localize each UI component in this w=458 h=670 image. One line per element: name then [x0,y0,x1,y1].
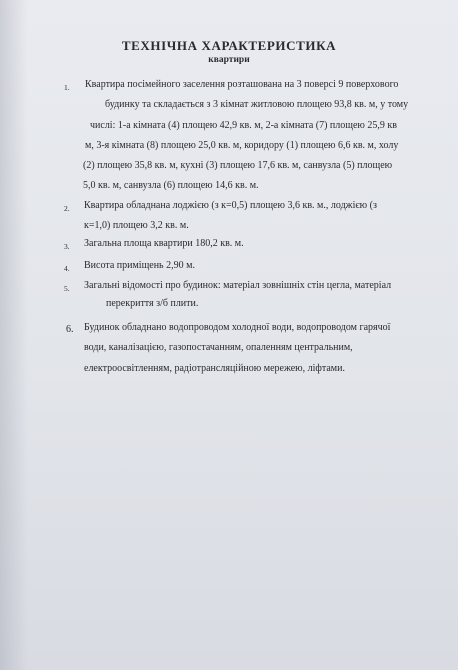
item-line: електроосвітленням, радіотрансляційною мережею, ліфтами. [84,363,345,374]
item-line: к=1,0) площею 3,2 кв. м. [84,220,189,231]
item-number: 2. [64,204,70,213]
item-line: Висота приміщень 2,90 м. [84,260,195,271]
item-line: води, каналізацією, газопостачанням, опаленням центральним, [84,342,353,353]
item-line: Загальні відомості про будинок: матеріал зовнішніх стін цегла, матеріал [84,280,392,291]
item-line: Загальна площа квартири 180,2 кв. м. [84,238,244,249]
item-line: 5,0 кв. м, санвузла (6) площею 14,6 кв. м. [83,180,259,191]
item-number: 6. [66,324,74,335]
item-number: 1. [64,83,70,92]
item-number: 3. [64,242,70,251]
document-title: ТЕХНІЧНА ХАРАКТЕРИСТИКА [121,38,337,53]
item-line: будинку та складається з 3 кімнат житловою площею 93,8 кв. м, у тому [105,99,409,110]
page-edge-shadow [0,0,28,670]
item-line: Квартира обладнана лоджією (з к=0,5) площею 3,6 кв. м., лоджією (з [84,200,377,211]
item-line: Квартира посімейного заселення розташована на 3 поверсі 9 поверхового [85,79,399,90]
item-line: перекриття з/б плити. [106,298,199,309]
item-line: числі: 1-а кімната (4) площею 42,9 кв. м, 2-а кімната (7) площею 25,9 кв [90,120,397,131]
item-number: 5. [64,284,70,293]
item-number: 4. [64,264,70,273]
document-subtitle: квартири [208,55,250,65]
item-line: (2) площею 35,8 кв. м, кухні (3) площею 17,6 кв. м, санвузла (5) площею [83,160,393,171]
item-line: Будинок обладнано водопроводом холодної води, водопроводом гарячої [84,322,391,333]
item-line: м, 3-я кімната (8) площею 25,0 кв. м, коридору (1) площею 6,6 кв. м, холу [85,140,399,151]
